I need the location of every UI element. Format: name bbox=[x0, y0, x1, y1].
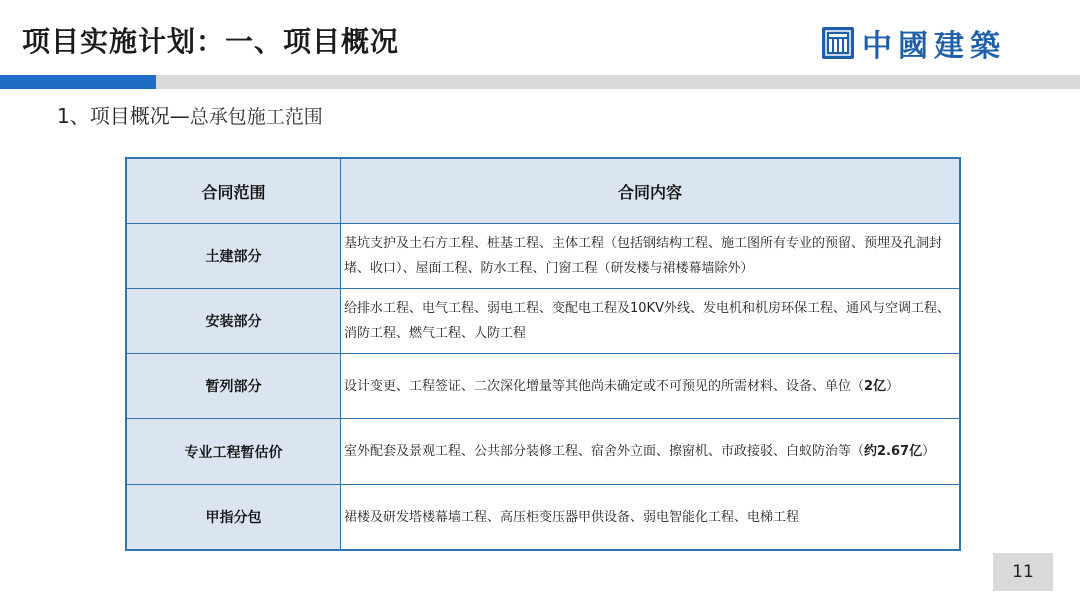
row-content-tail: ） bbox=[922, 444, 936, 459]
row-content: 基坑支护及土石方工程、桩基工程、主体工程（包括钢结构工程、施工图所有专业的预留、预埋及孔洞封堵、收口）、屋面工程、防水工程、门窗工程（研发楼与裙楼幕墙除外） bbox=[341, 224, 961, 289]
row-content bbox=[341, 354, 961, 419]
column-header-content: 合同内容 bbox=[341, 158, 961, 224]
row-content-emphasis: 约2.67亿 bbox=[864, 444, 923, 459]
row-content: 给排水工程、电气工程、弱电工程、变配电工程及10KV外线、发电机和机房环保工程、通风与空调工程、消防工程、燃气工程、人防工程 bbox=[341, 289, 961, 354]
row-label: 专业工程暂估价 bbox=[126, 419, 341, 485]
contract-scope-table bbox=[125, 157, 961, 551]
table-row bbox=[126, 289, 960, 354]
subtitle-main: 1、项目概况— bbox=[57, 104, 190, 128]
row-label: 安装部分 bbox=[126, 289, 341, 354]
table-header-row bbox=[126, 158, 960, 224]
logo-wordmark: 中國建築 bbox=[862, 29, 1006, 64]
section-subtitle bbox=[57, 100, 323, 129]
column-header-scope: 合同范围 bbox=[126, 158, 341, 224]
table-row bbox=[126, 419, 960, 485]
page-number: 11 bbox=[993, 553, 1053, 591]
row-content-text: 室外配套及景观工程、公共部分装修工程、宿舍外立面、擦窗机、市政接驳、白蚁防治等（ bbox=[344, 444, 865, 459]
cscec-emblem-graphic bbox=[825, 30, 851, 56]
row-label: 土建部分 bbox=[126, 224, 341, 289]
company-logo bbox=[822, 26, 1006, 64]
row-content bbox=[341, 419, 961, 485]
row-label: 甲指分包 bbox=[126, 485, 341, 551]
table-row bbox=[126, 354, 960, 419]
row-label: 暂列部分 bbox=[126, 354, 341, 419]
header-divider-bar bbox=[0, 75, 1080, 89]
row-content: 裙楼及研发塔楼幕墙工程、高压柜变压器甲供设备、弱电智能化工程、电梯工程 bbox=[341, 485, 961, 551]
table-row bbox=[126, 224, 960, 289]
slide-title: 项目实施计划：一、项目概况 bbox=[22, 25, 400, 58]
table-row bbox=[126, 485, 960, 551]
row-content-tail: ） bbox=[886, 378, 900, 394]
row-content-text: 设计变更、工程签证、二次深化增量等其他尚未确定或不可预见的所需材料、设备、单位（ bbox=[344, 378, 865, 394]
subtitle-detail: 总承包施工范围 bbox=[189, 106, 323, 128]
header-accent-bar bbox=[0, 75, 156, 89]
row-content-emphasis: 2亿 bbox=[864, 378, 887, 394]
cscec-emblem-icon bbox=[822, 27, 854, 59]
